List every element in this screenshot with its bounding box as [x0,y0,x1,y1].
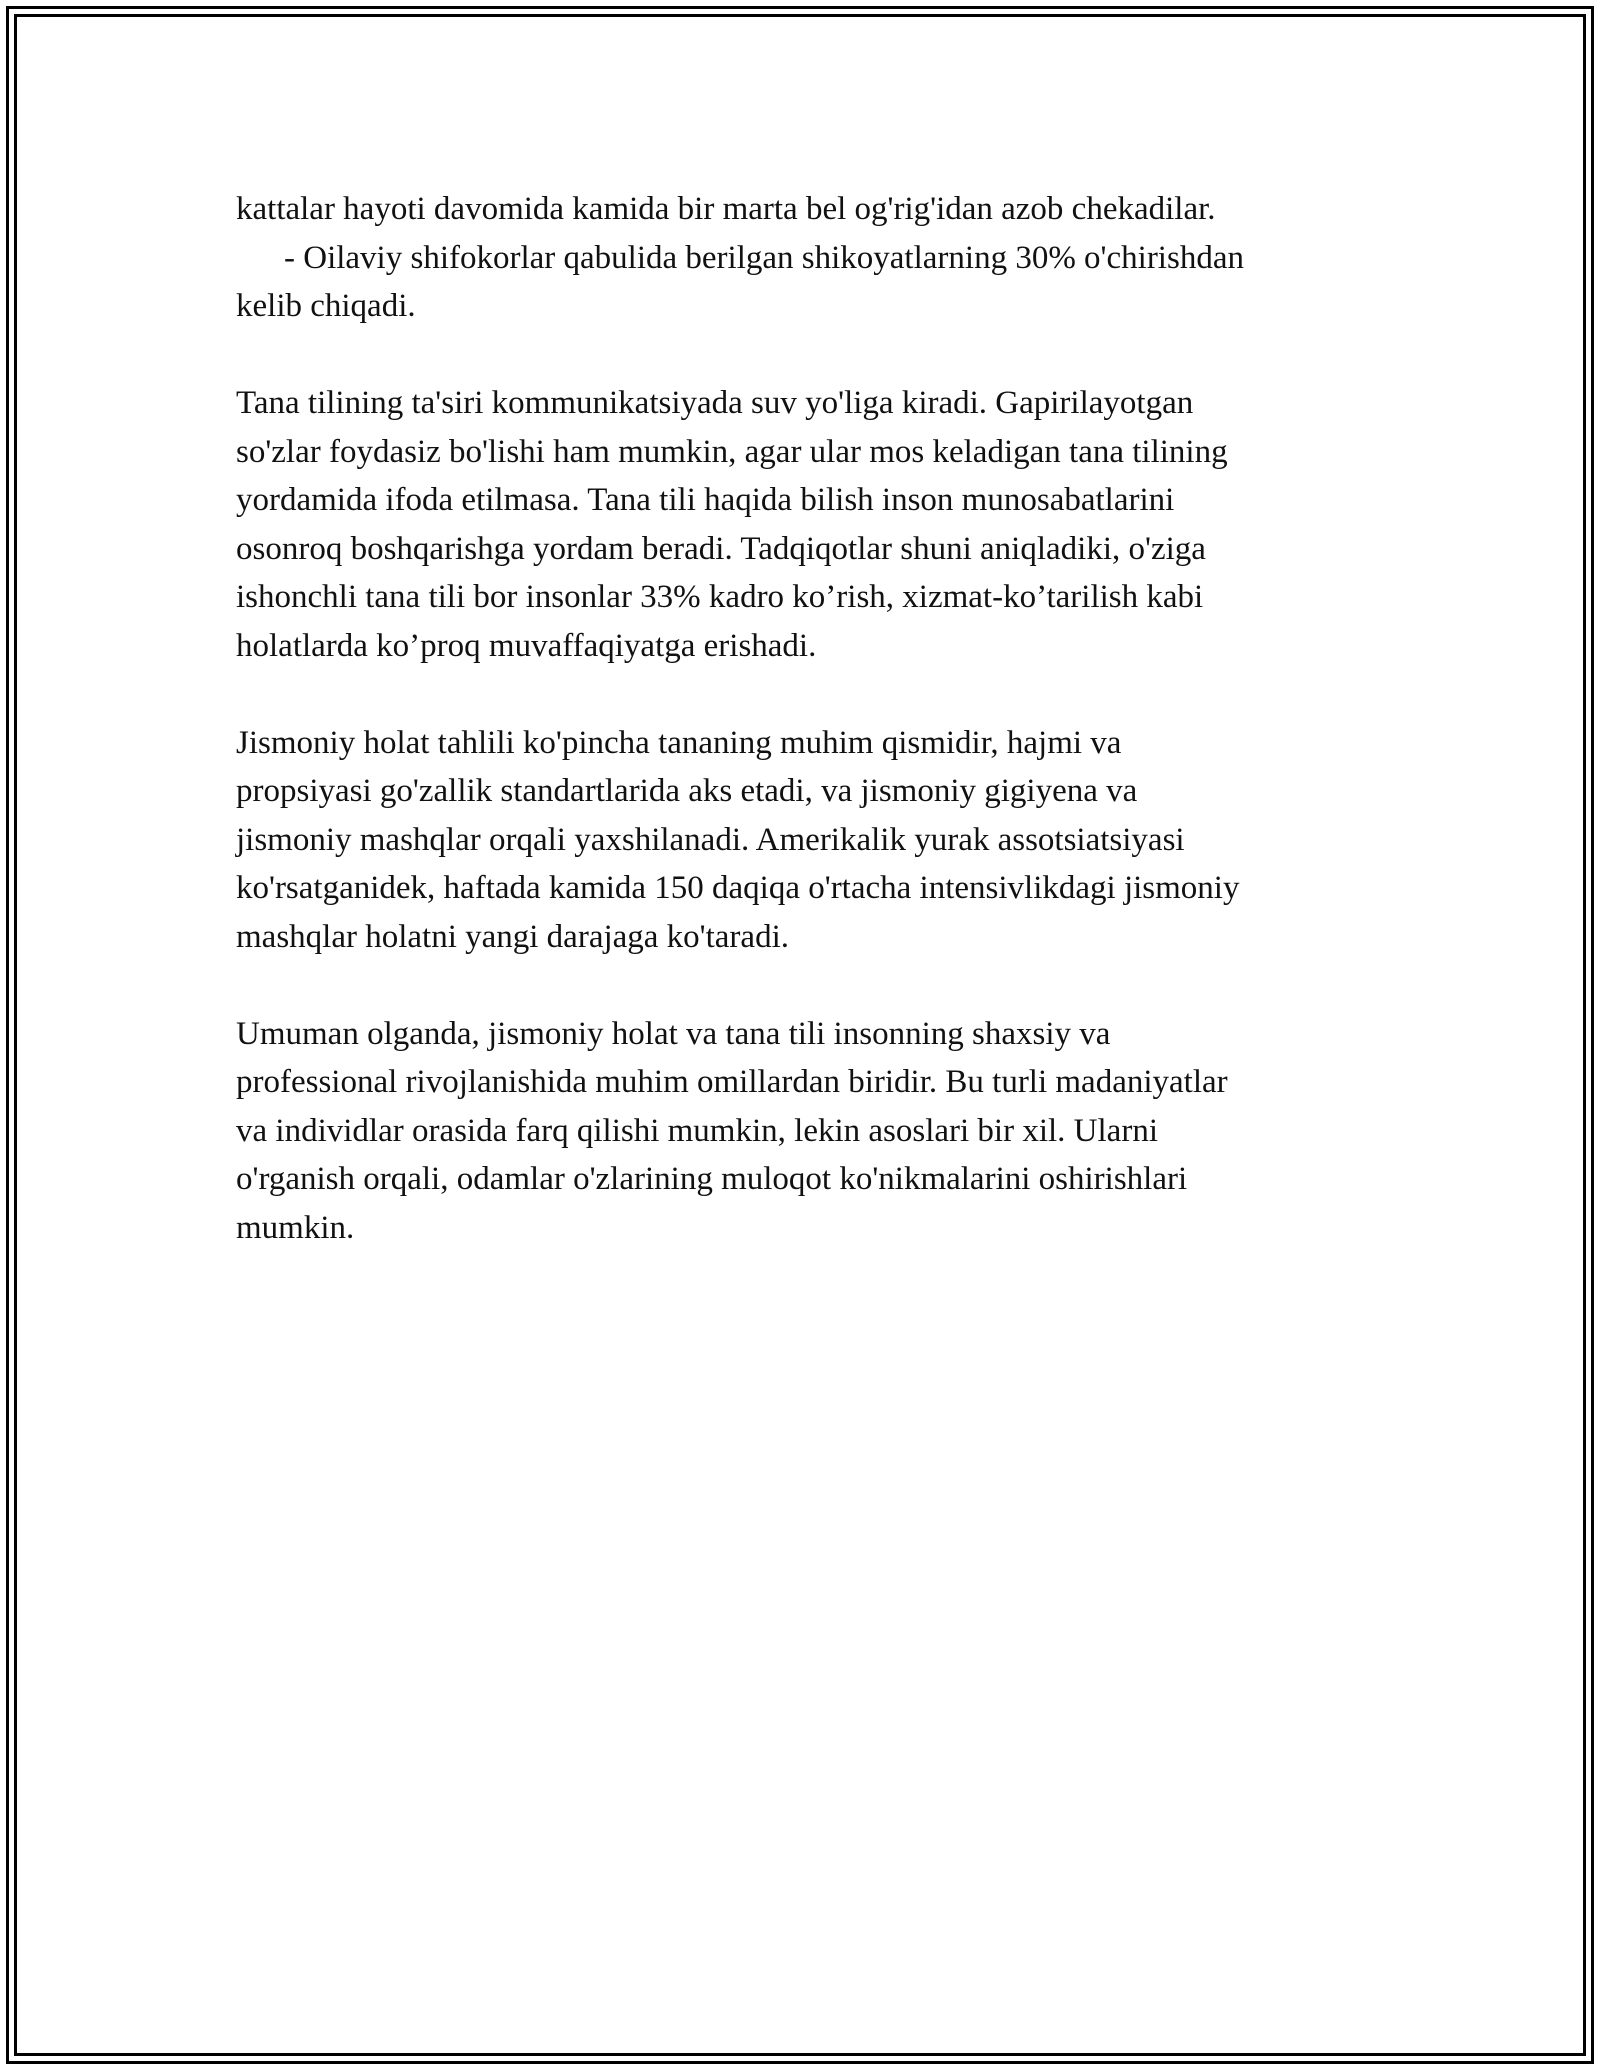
text-line: ko'rsatganidek, haftada kamida 150 daqiqa o'rtacha intensivlikdagi jismoniy [236,870,1240,906]
paragraph-physical-condition [236,719,1366,962]
paragraph-body-language [236,379,1366,670]
text-line: so'zlar foydasiz bo'lishi ham mumkin, agar ular mos keladigan tana tilining [236,433,1228,470]
text-line: kattalar hayoti davomida kamida bir marta bel og'rig'idan azob chekadilar. [236,191,1216,227]
text-line: holatlarda ko’proq muvaffaqiyatga erishadi. [236,627,817,664]
text-line: Umuman olganda, jismoniy holat va tana tili insonning shaxsiy va [236,1015,1111,1052]
document-body [236,185,1366,1301]
text-line: Tana tilining ta'siri kommunikatsiyada suv yo'liga kiradi. Gapirilayotgan [236,385,1194,421]
text-line: propsiyasi go'zallik standartlarida aks etadi, va jismoniy gigiyena va [236,773,1138,809]
text-line: kelib chiqadi. [236,288,416,324]
text-line: Jismoniy holat tahlili ko'pincha tananing muhim qismidir, hajmi va [236,724,1122,761]
text-line: osonroq boshqarishga yordam beradi. Tadqiqotlar shuni aniqladiki, o'ziga [236,530,1206,567]
text-line: professional rivojlanishida muhim omillardan biridir. Bu turli madaniyatlar [236,1064,1228,1100]
text-line: jismoniy mashqlar orqali yaxshilanadi. Amerikalik yurak assotsiatsiyasi [236,821,1185,858]
text-line: va individlar orasida farq qilishi mumkin, lekin asoslari bir xil. Ularni [236,1112,1158,1149]
text-line: yordamida ifoda etilmasa. Tana tili haqida bilish inson munosabatlarini [236,482,1175,518]
paragraph-conclusion [236,1010,1366,1253]
paragraph-back-pain-stats [236,185,1366,331]
text-line: - Oilaviy shifokorlar qabulida berilgan shikoyatlarning 30% o'chirishdan [284,239,1244,276]
text-line: mashqlar holatni yangi darajaga ko'taradi. [236,918,789,955]
text-line: o'rganish orqali, odamlar o'zlarining muloqot ko'nikmalarini oshirishlari [236,1161,1188,1197]
text-line: mumkin. [236,1209,355,1246]
text-line: ishonchli tana tili bor insonlar 33% kadro ko’rish, xizmat-ko’tarilish kabi [236,579,1204,615]
